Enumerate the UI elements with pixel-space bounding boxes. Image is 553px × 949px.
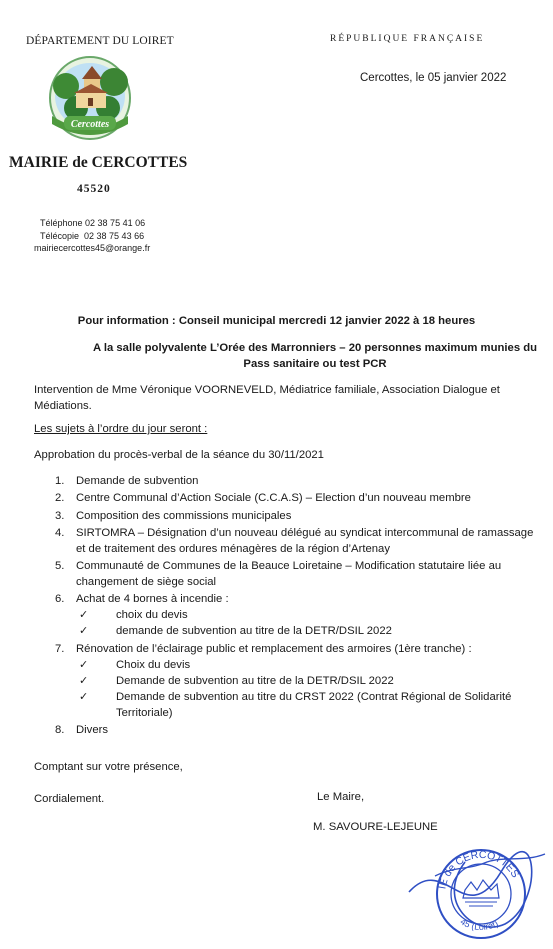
- sub-text: Demande de subvention au titre de la DETR/DSIL 2022: [116, 674, 394, 687]
- intervention-text: Intervention de Mme Véronique VOORNEVELD, Médiatrice familiale, Association Dialogue et Médiations.: [34, 384, 500, 412]
- sub-item: [76, 623, 544, 639]
- sub-list: [76, 657, 544, 721]
- agenda-item: [34, 508, 544, 524]
- agenda-number: 6.: [55, 593, 65, 606]
- official-stamp: [405, 832, 553, 944]
- sub-item: [76, 607, 544, 623]
- stamp-bottom-text: 45 (Loiret): [458, 916, 500, 932]
- agenda-number: 2.: [55, 492, 65, 505]
- sub-text: Choix du devis: [116, 658, 191, 671]
- agenda-text: Composition des commissions municipales: [76, 509, 292, 522]
- town-logo: [48, 56, 132, 142]
- agenda-text: Divers: [76, 724, 109, 737]
- sujets-heading: Les sujets à l’ordre du jour seront :: [34, 423, 208, 435]
- republic-label: RÉPUBLIQUE FRANÇAISE: [330, 34, 485, 44]
- signer-name: M. SAVOURE-LEJEUNE: [313, 821, 438, 833]
- mairie-title: MAIRIE de CERCOTTES: [9, 154, 188, 171]
- agenda-number: 3.: [55, 509, 65, 522]
- check-icon: ✓: [79, 690, 89, 703]
- department-label: DÉPARTEMENT DU LOIRET: [26, 35, 174, 47]
- agenda-number: 7.: [55, 642, 65, 655]
- agenda-item: [34, 473, 544, 489]
- agenda-item: [34, 525, 544, 557]
- sub-text: Demande de subvention au titre du CRST 2022 (Contrat Régional de Solidarité Territoriale): [116, 690, 512, 719]
- check-icon: ✓: [79, 658, 89, 671]
- agenda-item: [34, 722, 544, 738]
- logo-text: Cercottes: [70, 119, 110, 130]
- sub-item: [76, 657, 544, 673]
- agenda-item: [34, 641, 544, 721]
- agenda-number: 1.: [55, 475, 65, 487]
- closing-cordialement: Cordialement.: [34, 793, 105, 805]
- fax-line: Télécopie 02 38 75 43 66: [40, 230, 145, 241]
- postcode: 45520: [77, 183, 111, 195]
- agenda-item: [34, 558, 544, 590]
- agenda-number: 8.: [55, 724, 65, 737]
- agenda-list: [34, 473, 544, 739]
- sub-text: choix du devis: [116, 609, 188, 622]
- sub-text: demande de subvention au titre de la DETR/DSIL 2022: [116, 625, 392, 638]
- contact-block: [34, 217, 150, 255]
- date-line: Cercottes, le 05 janvier 2022: [360, 72, 507, 84]
- stamp-top-text: IE de CERCOTTES: [436, 848, 522, 890]
- check-icon: ✓: [79, 609, 89, 622]
- agenda-text: Demande de subvention: [76, 475, 199, 487]
- agenda-number: 4.: [55, 526, 65, 539]
- agenda-item: [34, 490, 544, 506]
- email-line: mairiecercottes45@orange.fr: [34, 243, 151, 253]
- check-icon: ✓: [79, 674, 89, 687]
- approbation-text: Approbation du procès-verbal de la séance du 30/11/2021: [34, 449, 324, 461]
- phone-line: Téléphone 02 38 75 41 06: [40, 218, 146, 228]
- check-icon: ✓: [79, 625, 89, 638]
- agenda-text: Centre Communal d’Action Sociale (C.C.A.S) – Election d’un nouveau membre: [76, 492, 471, 505]
- info-line-1: Pour information : Conseil municipal mercredi 12 janvier 2022 à 18 heures: [77, 315, 476, 327]
- le-maire-label: Le Maire,: [317, 791, 365, 803]
- sub-item: [76, 689, 544, 721]
- agenda-number: 5.: [55, 560, 65, 573]
- agenda-text: Communauté de Communes de la Beauce Loiretaine – Modification statutaire liée au changement de siège social: [76, 560, 502, 589]
- agenda-text: SIRTOMRA – Désignation d’un nouveau délégué au syndicat intercommunal de ramassage et de traitement des ordures ménagères de la région d’Artenay: [76, 526, 534, 555]
- closing-presence: Comptant sur votre présence,: [34, 761, 183, 773]
- sub-list: [76, 607, 544, 639]
- agenda-text: Rénovation de l’éclairage public et remplacement des armoires (1ère tranche) :: [76, 642, 472, 655]
- agenda-text: Achat de 4 bornes à incendie :: [76, 593, 229, 606]
- sub-item: [76, 673, 544, 689]
- info-line-2: A la salle polyvalente L’Orée des Marronniers – 20 personnes maximum munies du Pass sanitaire ou test PCR: [92, 342, 538, 370]
- agenda-item: [34, 591, 544, 639]
